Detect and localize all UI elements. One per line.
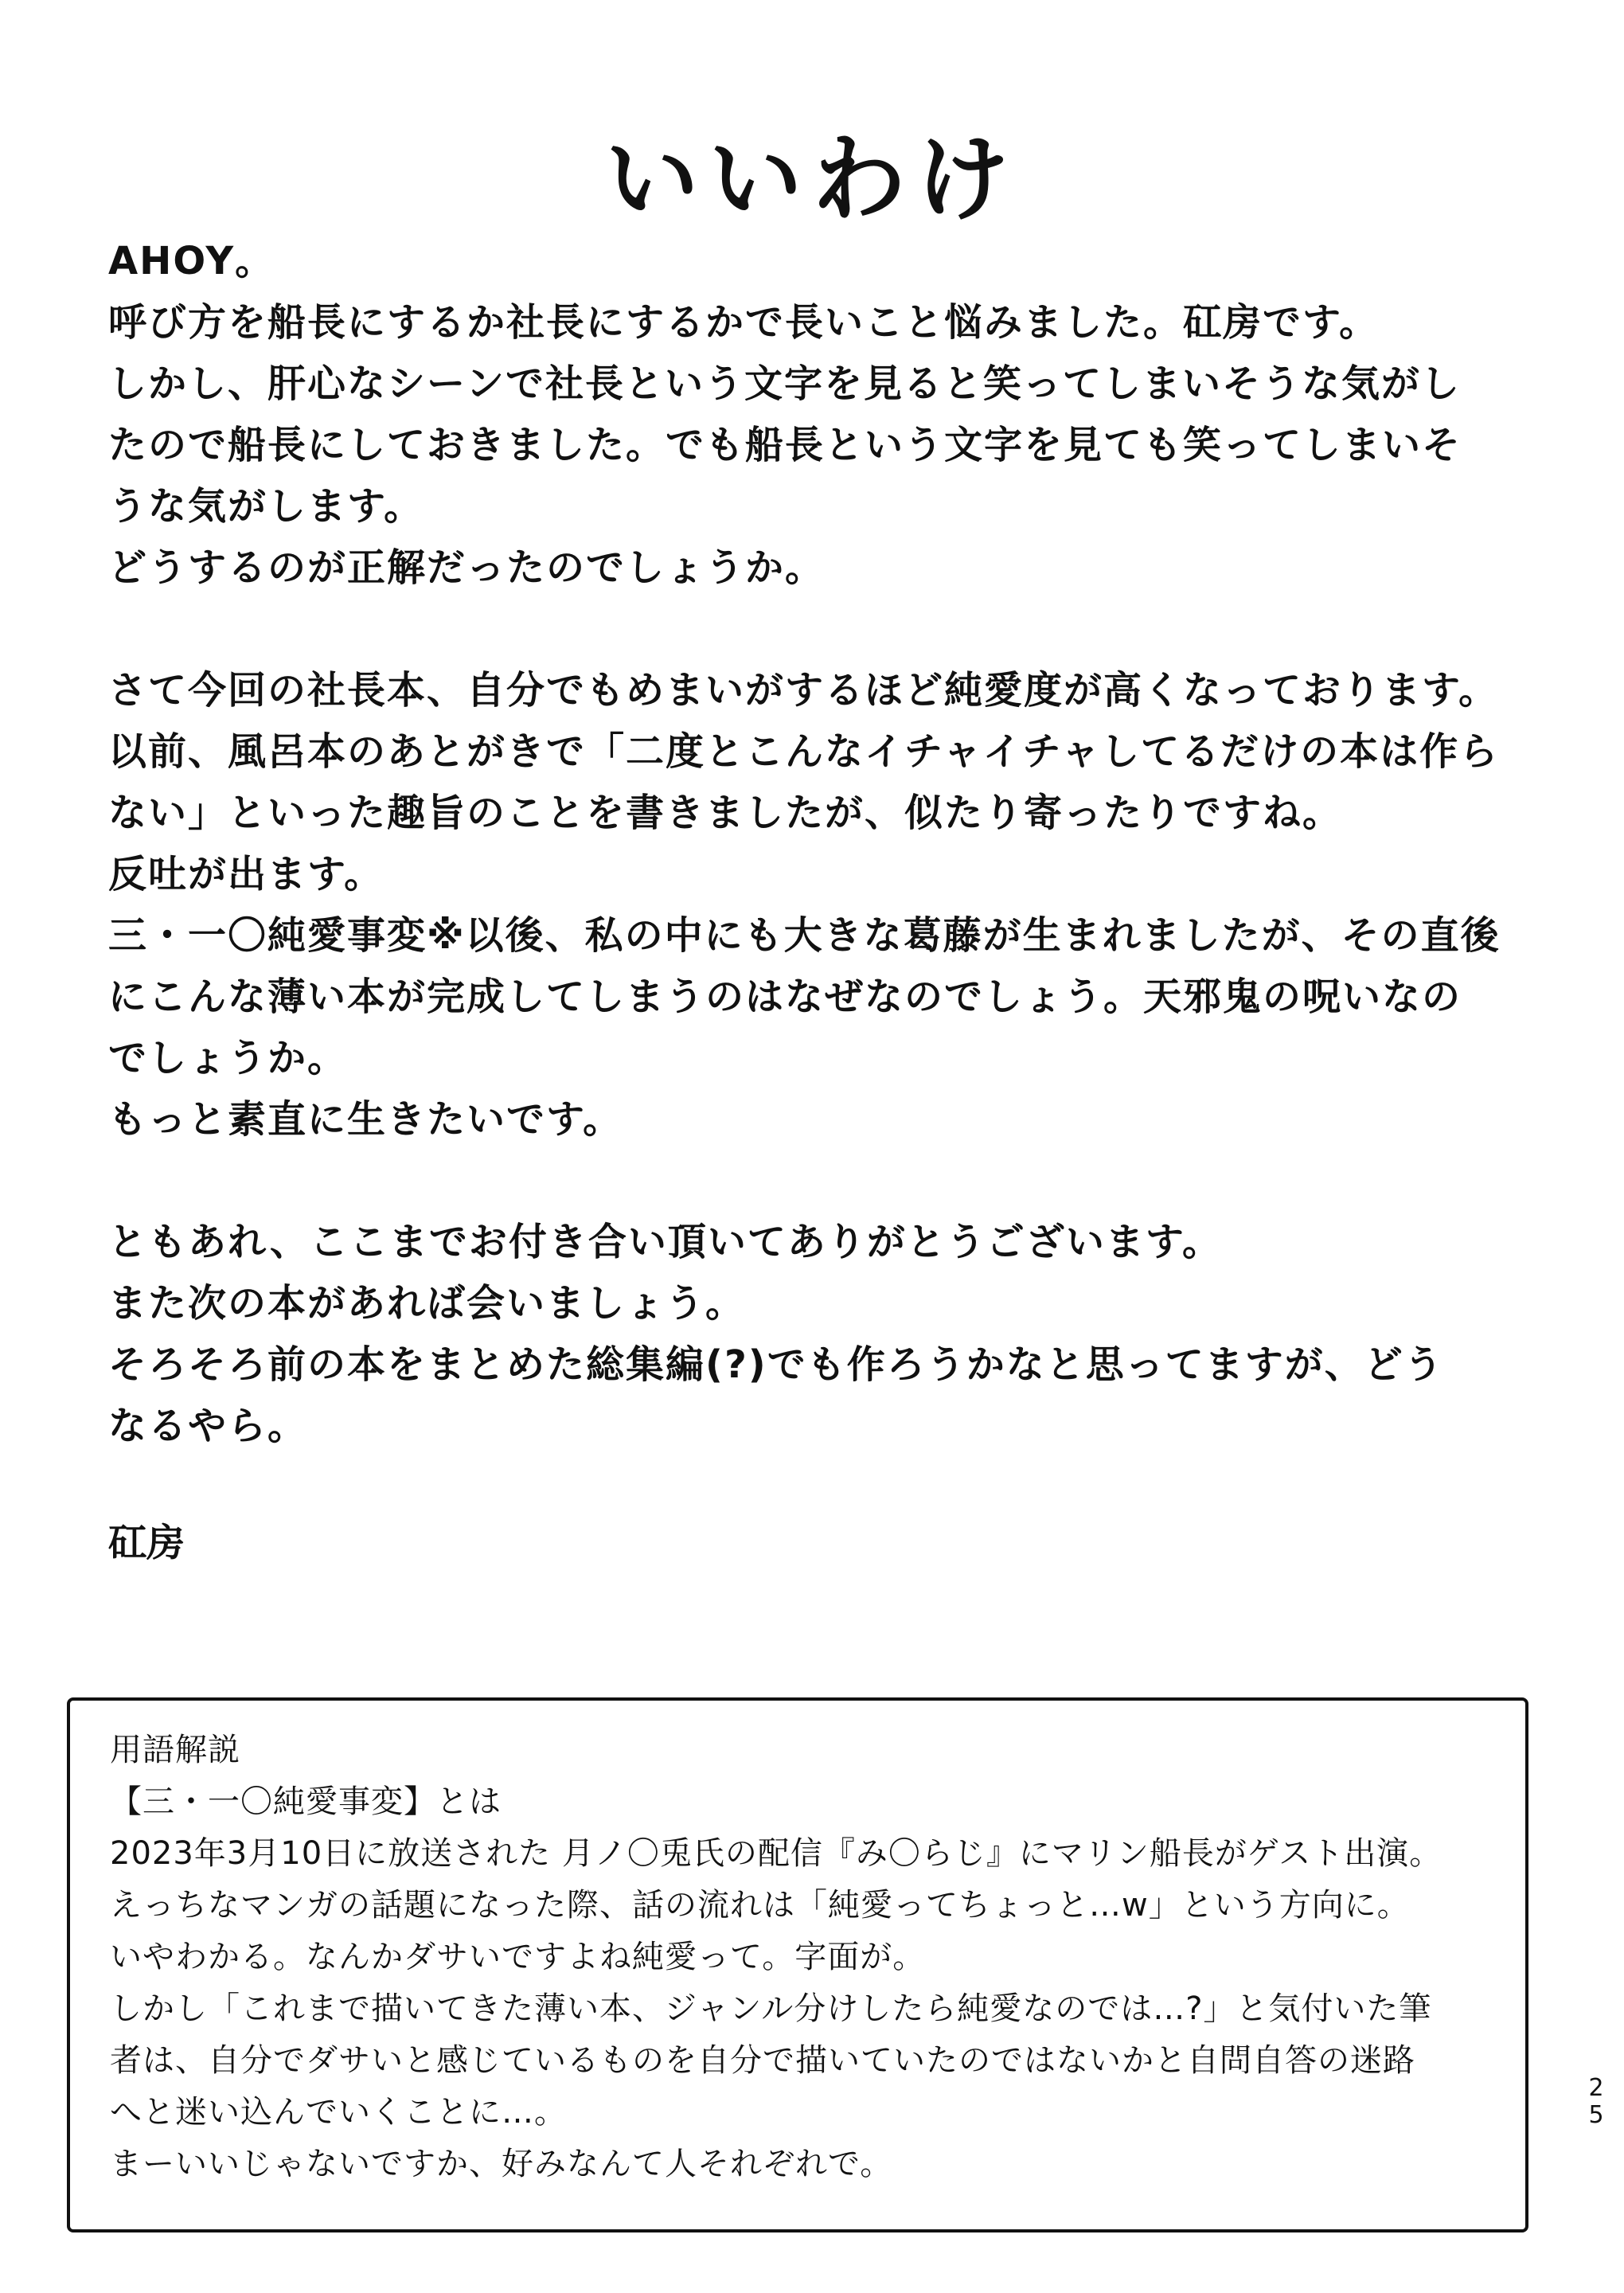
paragraph-line: ともあれ、ここまでお付き合い頂いてありがとうございます。 bbox=[108, 1220, 1223, 1264]
glossary-line: えっちなマンガの話題になった際、話の流れは「純愛ってちょっと…w」という方向に。 bbox=[110, 1887, 1410, 1924]
page-number-digit: 2 bbox=[1588, 2074, 1604, 2102]
paragraph-line: そろそろ前の本をまとめた総集編(?)でも作ろうかなと思ってますが、どう bbox=[108, 1342, 1444, 1387]
paragraph-line: また次の本があれば会いましょう。 bbox=[108, 1281, 746, 1326]
paragraph-line: AHOY。 bbox=[108, 239, 275, 283]
paragraph-line: しかし、肝心なシーンで社長という文字を見ると笑ってしまいそうな気がし bbox=[108, 361, 1462, 406]
glossary-content bbox=[110, 1725, 1511, 2190]
paragraph-gap bbox=[108, 599, 1533, 660]
glossary-heading: 用語解説 bbox=[110, 1732, 240, 1768]
author-signature: 矼房 bbox=[108, 1521, 185, 1565]
glossary-box bbox=[67, 1697, 1528, 2232]
paragraph-line: にこんな薄い本が完成してしまうのはなぜなのでしょう。天邪鬼の呪いなの bbox=[108, 975, 1462, 1019]
glossary-line: いやわかる。なんかダサいですよね純愛って。字面が。 bbox=[110, 1939, 926, 1975]
glossary-line: しかし「これまで描いてきた薄い本、ジャンル分けしたら純愛なのでは…?」と気付いた筆 bbox=[110, 1990, 1432, 2027]
glossary-line: へと迷い込んでいくことに…。 bbox=[110, 2094, 567, 2131]
paragraph-line: たので船長にしておきました。でも船長という文字を見ても笑ってしまいそ bbox=[108, 423, 1462, 467]
glossary-line: 者は、自分でダサいと感じているものを自分で描いていたのではないかと自問自答の迷路 bbox=[110, 2042, 1415, 2079]
paragraph-line: さて今回の社長本、自分でもめまいがするほど純愛度が高くなっております。 bbox=[108, 668, 1499, 713]
glossary-term: 【三・一〇純愛事変】とは bbox=[110, 1783, 502, 1820]
paragraph-line: 反吐が出ます。 bbox=[108, 852, 385, 896]
page-number-digit: 5 bbox=[1588, 2101, 1604, 2129]
paragraph-line: でしょうか。 bbox=[108, 1036, 348, 1080]
page-title: いいわけ bbox=[604, 124, 1019, 234]
paragraph-line: どうするのが正解だったのでしょうか。 bbox=[108, 545, 826, 590]
paragraph-line: なるやら。 bbox=[108, 1404, 308, 1448]
page-number bbox=[1584, 2075, 1608, 2129]
afterword-body bbox=[108, 231, 1533, 1457]
paragraph-gap bbox=[108, 1150, 1533, 1212]
paragraph-line: 呼び方を船長にするか社長にするかで長いこと悩みました。矼房です。 bbox=[108, 300, 1380, 345]
paragraph-line: もっと素直に生きたいです。 bbox=[108, 1097, 623, 1142]
paragraph-line: 以前、風呂本のあとがきで「二度とこんなイチャイチャしてるだけの本は作ら bbox=[108, 729, 1500, 774]
paragraph-line: うな気がします。 bbox=[108, 484, 424, 529]
paragraph-line: 三・一〇純愛事変※以後、私の中にも大きな葛藤が生まれましたが、その直後 bbox=[108, 913, 1501, 958]
glossary-line: 2023年3月10日に放送された 月ノ〇兎氏の配信『み〇らじ』にマリン船長がゲスト出演。 bbox=[110, 1835, 1442, 1872]
glossary-line: まーいいじゃないですか、好みなんて人それぞれで。 bbox=[110, 2146, 893, 2182]
paragraph-line: ない」といった趣旨のことを書きましたが、似たり寄ったりですね。 bbox=[108, 791, 1343, 835]
